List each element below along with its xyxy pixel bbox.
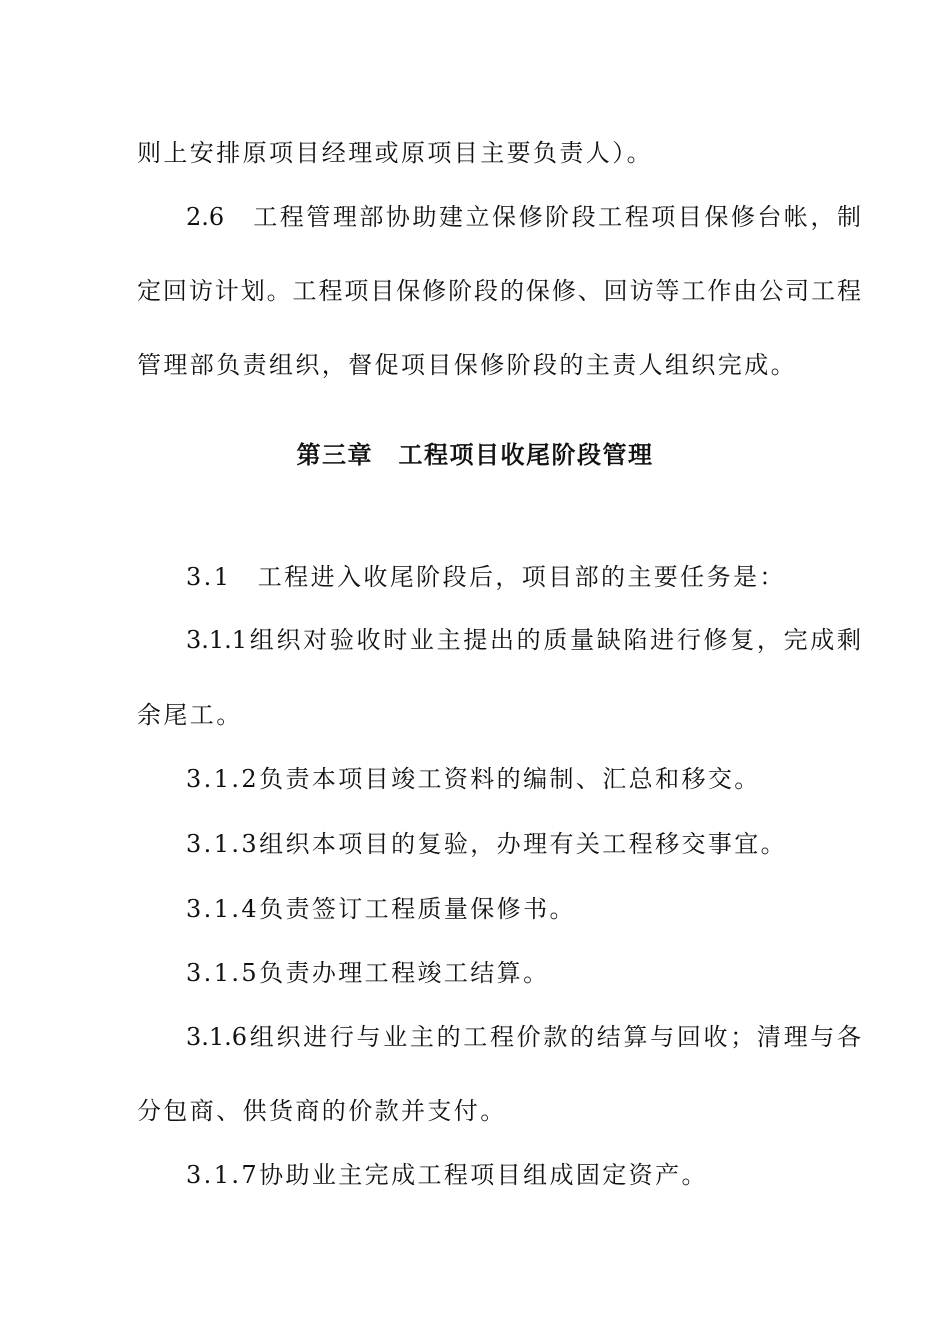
chapter-heading: 第三章 工程项目收尾阶段管理 [296,441,654,469]
text-line-1: 则上安排原项目经理或原项目主要负责人）。 [137,139,653,167]
paragraph-2-6-line-2: 定回访计划。工程项目保修阶段的保修、回访等工作由公司工程 [137,277,861,305]
paragraph-3-1-5: 3.1.5负责办理工程竣工结算。 [186,959,550,987]
paragraph-3-1-7: 3.1.7协助业主完成工程项目组成固定资产。 [186,1161,708,1189]
paragraph-3-1-2: 3.1.2负责本项目竣工资料的编制、汇总和移交。 [186,765,761,793]
paragraph-3-1-1-line-1: 3.1.1组织对验收时业主提出的质量缺陷进行修复，完成剩 [186,626,861,654]
paragraph-3-1-6-line-1: 3.1.6组织进行与业主的工程价款的结算与回收；清理与各 [186,1023,861,1051]
paragraph-3-1-4: 3.1.4负责签订工程质量保修书。 [186,895,576,923]
paragraph-2-6-line-1: 2.6 工程管理部协助建立保修阶段工程项目保修台帐，制 [186,203,861,231]
paragraph-2-6-line-3: 管理部负责组织，督促项目保修阶段的主责人组织完成。 [137,351,797,379]
paragraph-3-1-3: 3.1.3组织本项目的复验，办理有关工程移交事宜。 [186,830,788,858]
paragraph-3-1-6-line-2: 分包商、供货商的价款并支付。 [137,1097,507,1125]
paragraph-3-1-1-line-2: 余尾工。 [137,701,243,729]
paragraph-3-1: 3.1 工程进入收尾阶段后，项目部的主要任务是： [186,563,786,591]
